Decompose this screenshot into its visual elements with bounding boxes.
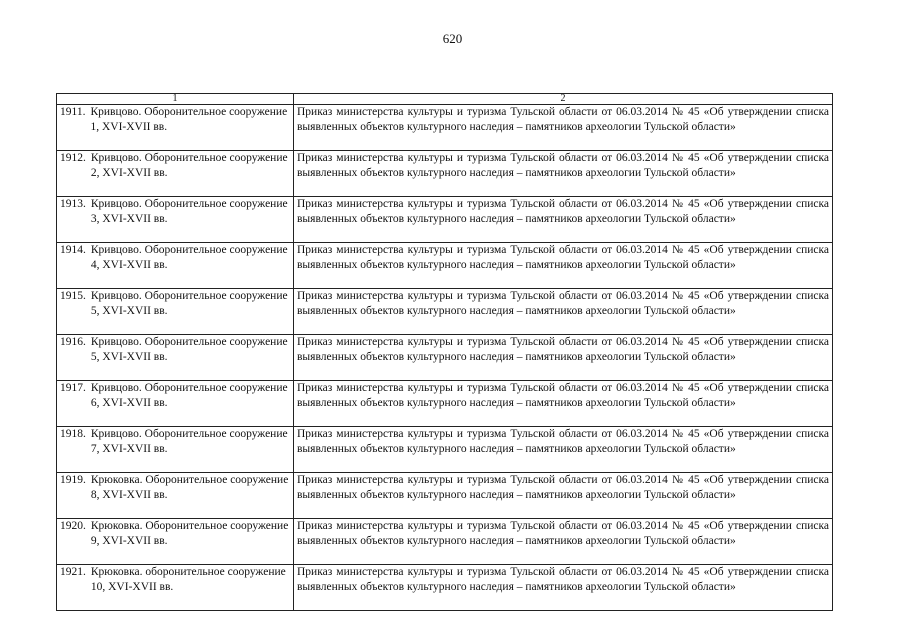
document-cell: Приказ министерства культуры и туризма Тульской области от 06.03.2014 № 45 «Об утверждении списка выявленных объектов культурного наследия – памятников археологии Тульской области»: [294, 243, 833, 289]
table-row: [57, 289, 833, 335]
column-header-2: 2: [294, 94, 833, 105]
page-number: 620: [442, 31, 463, 46]
row-number: 1916.: [60, 336, 86, 348]
object-cell: [57, 427, 294, 473]
object-cell: [57, 565, 294, 611]
table-row: [57, 381, 833, 427]
table-row: [57, 565, 833, 611]
heritage-objects-table: [56, 93, 833, 611]
object-cell: [57, 289, 294, 335]
row-number: 1920.: [60, 520, 86, 532]
table-row: [57, 105, 833, 151]
object-name: Кривцово. Оборонительное сооружение 6, XVI-XVII вв.: [90, 382, 288, 409]
document-cell: Приказ министерства культуры и туризма Тульской области от 06.03.2014 № 45 «Об утверждении списка выявленных объектов культурного наследия – памятников археологии Тульской области»: [294, 335, 833, 381]
table-row: [57, 335, 833, 381]
object-cell: [57, 381, 294, 427]
table-row: [57, 519, 833, 565]
object-cell: [57, 151, 294, 197]
document-cell: Приказ министерства культуры и туризма Тульской области от 06.03.2014 № 45 «Об утверждении списка выявленных объектов культурного наследия – памятников археологии Тульской области»: [294, 473, 833, 519]
table-row: [57, 427, 833, 473]
object-name: Кривцово. Оборонительное сооружение 5, XVI-XVII вв.: [90, 336, 288, 363]
object-cell: [57, 473, 294, 519]
document-cell: Приказ министерства культуры и туризма Тульской области от 06.03.2014 № 45 «Об утверждении списка выявленных объектов культурного наследия – памятников археологии Тульской области»: [294, 289, 833, 335]
document-cell: Приказ министерства культуры и туризма Тульской области от 06.03.2014 № 45 «Об утверждении списка выявленных объектов культурного наследия – памятников археологии Тульской области»: [294, 427, 833, 473]
row-number: 1914.: [60, 244, 86, 256]
row-number: 1917.: [60, 382, 86, 394]
row-number: 1921.: [60, 566, 86, 578]
object-name: Крюковка. Оборонительное сооружение 9, XVI-XVII вв.: [90, 520, 289, 547]
table-row: [57, 473, 833, 519]
document-cell: Приказ министерства культуры и туризма Тульской области от 06.03.2014 № 45 «Об утверждении списка выявленных объектов культурного наследия – памятников археологии Тульской области»: [294, 105, 833, 151]
object-cell: [57, 243, 294, 289]
table-header-row: [57, 94, 833, 105]
row-number: 1911.: [60, 106, 86, 118]
row-number: 1918.: [60, 428, 86, 440]
document-cell: Приказ министерства культуры и туризма Тульской области от 06.03.2014 № 45 «Об утверждении списка выявленных объектов культурного наследия – памятников археологии Тульской области»: [294, 197, 833, 243]
object-cell: [57, 335, 294, 381]
object-name: Кривцово. Оборонительное сооружение 7, XVI-XVII вв.: [90, 428, 288, 455]
document-cell: Приказ министерства культуры и туризма Тульской области от 06.03.2014 № 45 «Об утверждении списка выявленных объектов культурного наследия – памятников археологии Тульской области»: [294, 381, 833, 427]
row-number: 1912.: [60, 152, 86, 164]
object-name: Крюковка. оборонительное сооружение 10, XVI-XVII вв.: [90, 566, 286, 593]
object-name: Кривцово. Оборонительное сооружение 2, XVI-XVII вв.: [90, 152, 288, 179]
document-cell: Приказ министерства культуры и туризма Тульской области от 06.03.2014 № 45 «Об утверждении списка выявленных объектов культурного наследия – памятников археологии Тульской области»: [294, 519, 833, 565]
object-name: Кривцово. Оборонительное сооружение 4, XVI-XVII вв.: [90, 244, 288, 271]
document-cell: Приказ министерства культуры и туризма Тульской области от 06.03.2014 № 45 «Об утверждении списка выявленных объектов культурного наследия – памятников археологии Тульской области»: [294, 565, 833, 611]
object-cell: [57, 105, 294, 151]
table-row: [57, 243, 833, 289]
document-cell: Приказ министерства культуры и туризма Тульской области от 06.03.2014 № 45 «Об утверждении списка выявленных объектов культурного наследия – памятников археологии Тульской области»: [294, 151, 833, 197]
row-number: 1915.: [60, 290, 86, 302]
row-number: 1913.: [60, 198, 86, 210]
object-cell: [57, 197, 294, 243]
column-header-1: 1: [57, 94, 294, 105]
object-name: Кривцово. Оборонительное сооружение 5, XVI-XVII вв.: [90, 290, 288, 317]
row-number: 1919.: [60, 474, 86, 486]
object-cell: [57, 519, 294, 565]
object-name: Кривцово. Оборонительное сооружение 1, XVI-XVII вв.: [90, 106, 288, 133]
object-name: Крюковка. Оборонительное сооружение 8, XVI-XVII вв.: [90, 474, 289, 501]
table-row: [57, 151, 833, 197]
object-name: Кривцово. Оборонительное сооружение 3, XVI-XVII вв.: [90, 198, 288, 225]
table-row: [57, 197, 833, 243]
